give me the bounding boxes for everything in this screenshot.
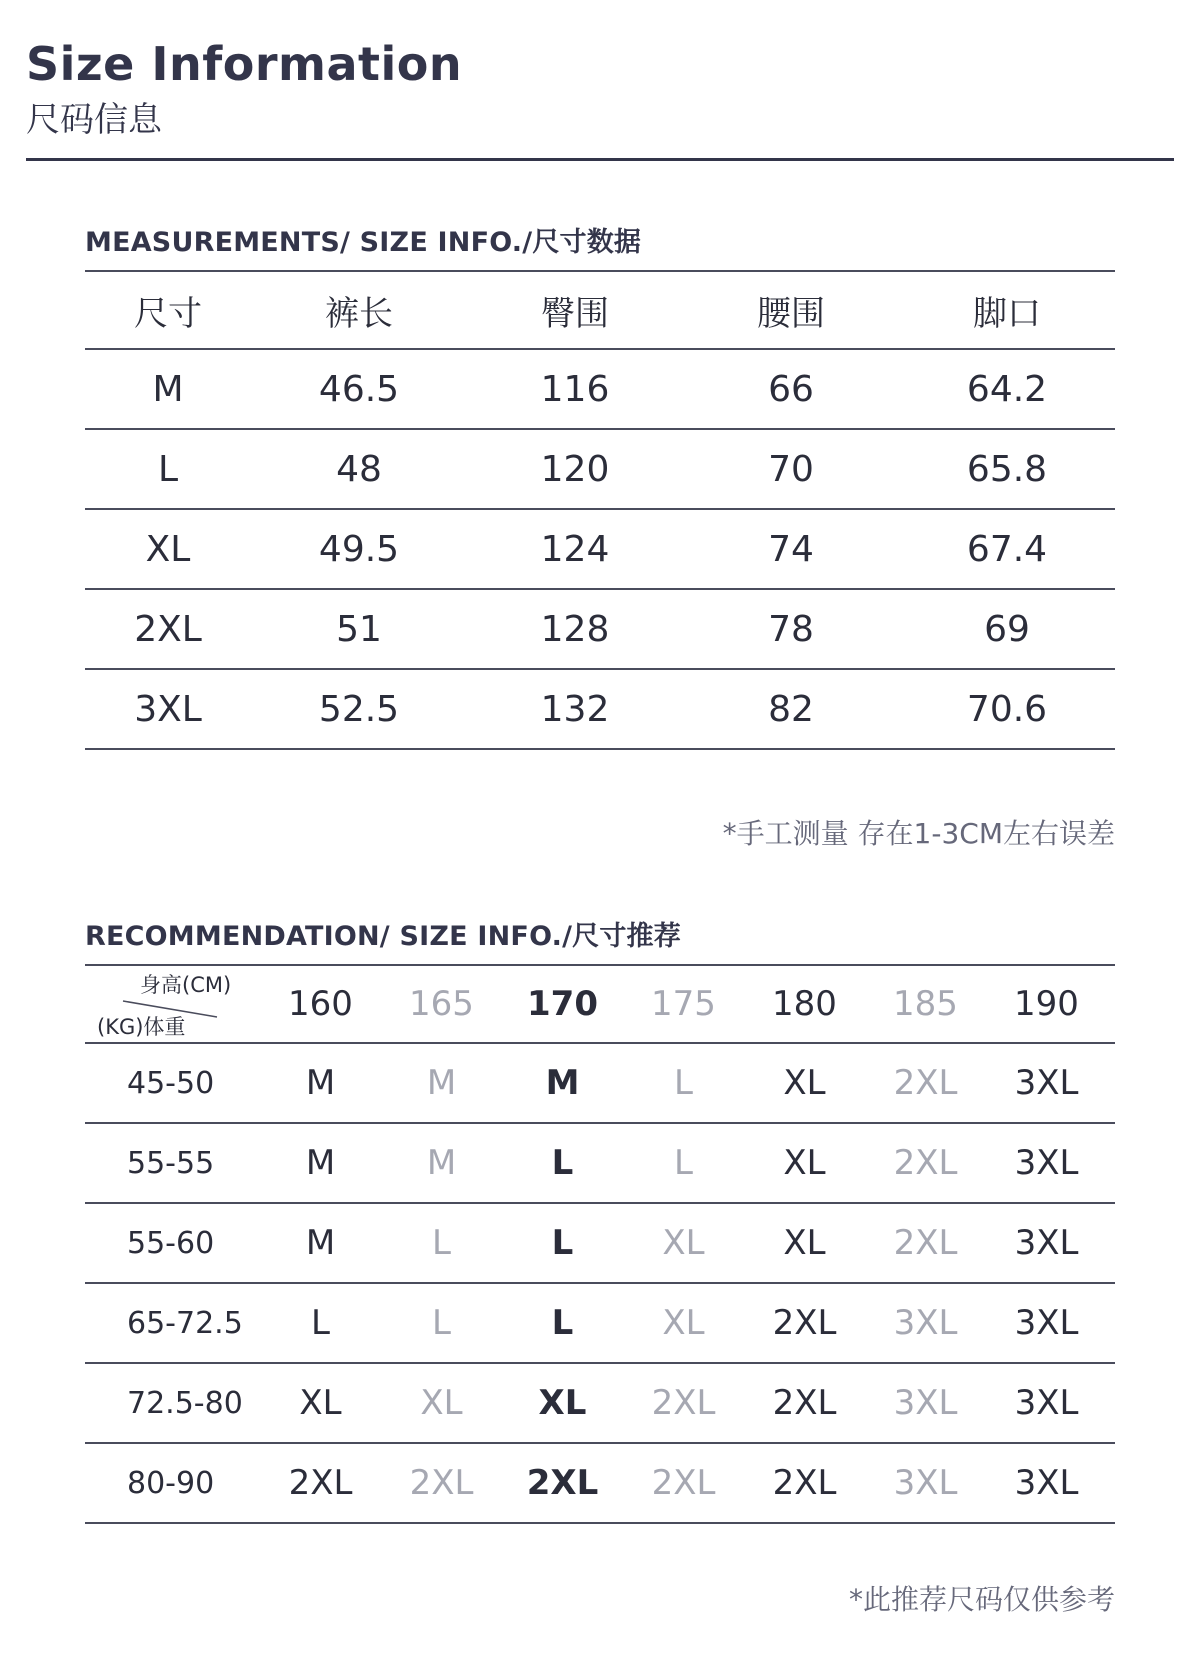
size-cell: 3XL xyxy=(1014,1303,1079,1343)
height-header: 180 xyxy=(772,984,837,1024)
value-cell: 70 xyxy=(768,448,814,490)
size-cell: 2XL xyxy=(893,1143,958,1183)
height-header: 165 xyxy=(409,984,474,1024)
table-row xyxy=(85,350,1115,430)
weight-cell: 55-60 xyxy=(127,1225,215,1261)
weight-axis-label: (KG)体重 xyxy=(97,1015,186,1039)
height-header: 185 xyxy=(893,984,958,1024)
size-cell: L xyxy=(674,1143,693,1183)
weight-cell: 80-90 xyxy=(127,1465,215,1501)
size-cell: XL xyxy=(783,1223,826,1263)
size-cell: 3XL xyxy=(893,1463,958,1503)
value-cell: 52.5 xyxy=(318,688,400,730)
size-cell: L xyxy=(432,1303,451,1343)
height-header: 160 xyxy=(288,984,353,1024)
size-cell: M xyxy=(426,1143,457,1183)
value-cell: 46.5 xyxy=(318,368,400,410)
table-row xyxy=(85,590,1115,670)
size-cell: 3XL xyxy=(1014,1383,1079,1423)
size-cell: 3XL xyxy=(1014,1223,1079,1263)
column-header: 腰围 xyxy=(757,293,825,334)
size-cell: 2XL xyxy=(772,1303,837,1343)
table-row xyxy=(85,1044,1115,1124)
size-cell: 2XL xyxy=(651,1383,716,1423)
value-cell: 65.8 xyxy=(966,448,1048,490)
value-cell: 124 xyxy=(540,528,610,570)
column-header: 裤长 xyxy=(325,293,393,334)
height-header: 170 xyxy=(527,984,598,1024)
height-header: 175 xyxy=(651,984,716,1024)
page-title: Size Information xyxy=(26,37,463,91)
size-cell: 2XL xyxy=(651,1463,716,1503)
value-cell: 67.4 xyxy=(966,528,1048,570)
height-axis-label: 身高(CM) xyxy=(140,973,232,997)
recommendation-title: RECOMMENDATION/ SIZE INFO./尺寸推荐 xyxy=(85,921,681,952)
height-header: 190 xyxy=(1014,984,1079,1024)
size-cell: M xyxy=(305,1063,336,1103)
page-subtitle: 尺码信息 xyxy=(26,100,162,140)
weight-cell: 72.5-80 xyxy=(127,1385,243,1421)
table-row xyxy=(85,1124,1115,1204)
size-cell: L xyxy=(551,1143,574,1183)
size-cell: 2XL xyxy=(288,1463,353,1503)
size-cell: L xyxy=(551,1303,574,1343)
column-header: 脚口 xyxy=(973,293,1041,334)
size-cell: XL xyxy=(783,1143,826,1183)
size-cell: L xyxy=(311,1303,330,1343)
size-cell: M xyxy=(545,1063,580,1103)
size-cell: XL xyxy=(145,528,191,570)
size-cell: 2XL xyxy=(134,608,202,650)
size-cell: 2XL xyxy=(409,1463,474,1503)
size-cell: 2XL xyxy=(893,1223,958,1263)
value-cell: 69 xyxy=(984,608,1030,650)
table-row xyxy=(85,1444,1115,1524)
page-header xyxy=(26,36,1174,142)
size-cell: 3XL xyxy=(893,1303,958,1343)
table-row xyxy=(85,510,1115,590)
value-cell: 51 xyxy=(336,608,382,650)
size-cell: 3XL xyxy=(1014,1063,1079,1103)
size-cell: 2XL xyxy=(772,1463,837,1503)
size-cell: L xyxy=(432,1223,451,1263)
value-cell: 116 xyxy=(540,368,610,410)
weight-cell: 65-72.5 xyxy=(127,1305,243,1341)
value-cell: 82 xyxy=(768,688,814,730)
recommendation-note: *此推荐尺码仅供参考 xyxy=(848,1583,1115,1616)
header-divider xyxy=(26,158,1174,161)
size-cell: 3XL xyxy=(1014,1463,1079,1503)
size-cell: L xyxy=(674,1063,693,1103)
value-cell: 70.6 xyxy=(966,688,1048,730)
column-header: 臀围 xyxy=(541,293,609,334)
size-cell: XL xyxy=(538,1383,587,1423)
recommendation-table xyxy=(85,964,1115,1524)
size-cell: XL xyxy=(299,1383,342,1423)
table-row xyxy=(85,1284,1115,1364)
column-header: 尺寸 xyxy=(134,293,202,334)
size-cell: 3XL xyxy=(893,1383,958,1423)
table-row xyxy=(85,670,1115,750)
weight-cell: 55-55 xyxy=(127,1145,215,1181)
size-cell: 2XL xyxy=(772,1383,837,1423)
size-cell: XL xyxy=(662,1303,705,1343)
table-row xyxy=(85,1204,1115,1284)
size-cell: 2XL xyxy=(526,1463,599,1503)
size-cell: XL xyxy=(783,1063,826,1103)
size-cell: 3XL xyxy=(1014,1143,1079,1183)
measurements-section xyxy=(85,226,1115,750)
recommendation-section xyxy=(85,920,1115,1524)
size-cell: 2XL xyxy=(893,1063,958,1103)
size-cell: XL xyxy=(420,1383,463,1423)
value-cell: 120 xyxy=(540,448,610,490)
value-cell: 48 xyxy=(336,448,382,490)
size-cell: L xyxy=(157,448,179,490)
table-row xyxy=(85,1364,1115,1444)
value-cell: 78 xyxy=(768,608,814,650)
recommendation-header-row xyxy=(85,964,1115,1044)
value-cell: 74 xyxy=(768,528,814,570)
size-cell: M xyxy=(152,368,184,410)
size-cell: 3XL xyxy=(134,688,202,730)
value-cell: 132 xyxy=(540,688,610,730)
table-corner-cell xyxy=(85,965,260,1043)
value-cell: 49.5 xyxy=(318,528,400,570)
size-cell: XL xyxy=(662,1223,705,1263)
table-row xyxy=(85,430,1115,510)
size-cell: M xyxy=(305,1223,336,1263)
measurements-header-row xyxy=(85,270,1115,350)
measurements-table xyxy=(85,270,1115,750)
measurement-note: *手工测量 存在1-3CM左右误差 xyxy=(722,817,1115,850)
measurements-title: MEASUREMENTS/ SIZE INFO./尺寸数据 xyxy=(85,227,642,258)
value-cell: 66 xyxy=(768,368,814,410)
value-cell: 64.2 xyxy=(966,368,1048,410)
size-cell: L xyxy=(551,1223,574,1263)
value-cell: 128 xyxy=(540,608,610,650)
size-cell: M xyxy=(305,1143,336,1183)
size-cell: M xyxy=(426,1063,457,1103)
weight-cell: 45-50 xyxy=(127,1065,215,1101)
